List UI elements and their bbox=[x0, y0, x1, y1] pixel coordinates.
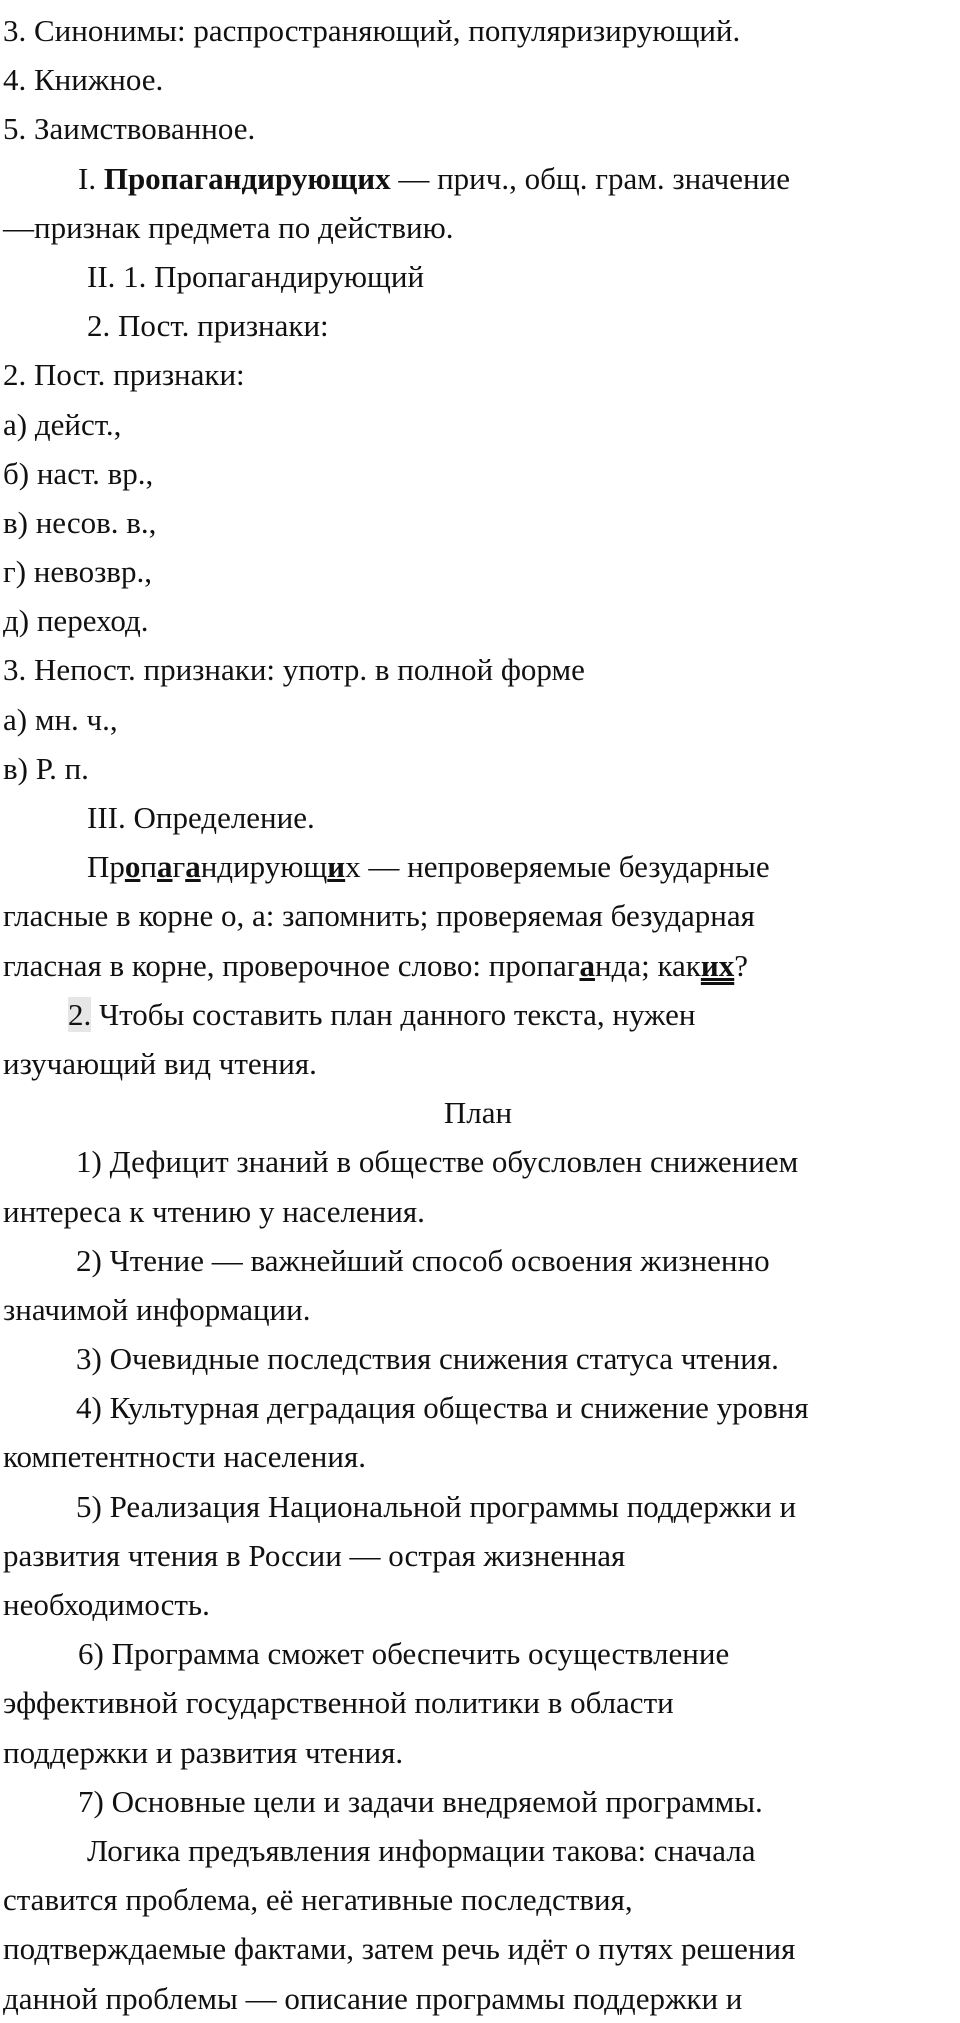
paragraph-start: Логика предъявления информации такова: сначала bbox=[87, 1832, 756, 1868]
roman-numeral: I. bbox=[78, 160, 104, 196]
text-line: 3. Непост. признаки: употр. в полной форме bbox=[3, 652, 585, 688]
text-line: ставится проблема, её негативные последствия, bbox=[3, 1882, 633, 1918]
spelling-analysis-line bbox=[3, 842, 953, 891]
text-fragment: гласная в корне, проверочное слово: пропаг bbox=[3, 947, 580, 983]
text-line: интереса к чтению у населения. bbox=[3, 1193, 425, 1229]
text-line: развития чтения в России — острая жизненная bbox=[3, 1537, 626, 1573]
task-number-highlight: 2. bbox=[68, 996, 92, 1032]
text-line: г) невозвр., bbox=[3, 554, 152, 590]
text-line: поддержки и развития чтения. bbox=[3, 1734, 404, 1770]
plan-item: 2) Чтение — важнейший способ освоения жизненно bbox=[76, 1242, 770, 1278]
text-fragment: ? bbox=[734, 947, 748, 983]
analysis-heading-2: II. 1. Пропагандирующий bbox=[87, 258, 425, 294]
plan-item: 7) Основные цели и задачи внедряемой программы. bbox=[78, 1783, 763, 1819]
plan-title: План bbox=[443, 1095, 513, 1131]
text-line: а) дейст., bbox=[3, 406, 122, 442]
text-line: эффективной государственной политики в области bbox=[3, 1685, 674, 1721]
text-line: д) переход. bbox=[3, 603, 149, 639]
text-line: значимой информации. bbox=[3, 1291, 311, 1327]
text-line: б) наст. вр., bbox=[3, 455, 154, 491]
plan-item: 1) Дефицит знаний в обществе обусловлен снижением bbox=[76, 1144, 799, 1180]
double-underlined-ending: их bbox=[700, 947, 735, 983]
document-page bbox=[3, 6, 953, 2023]
underlined-vowel: и bbox=[327, 849, 346, 885]
text-line: данной проблемы — описание программы поддержки и bbox=[3, 1980, 743, 2016]
text-fragment: ндирующ bbox=[200, 849, 328, 885]
underlined-vowel: а bbox=[579, 947, 595, 983]
text-line: в) несов. в., bbox=[3, 504, 157, 540]
text-line: необходимость. bbox=[3, 1587, 210, 1622]
underlined-vowel: а bbox=[185, 849, 201, 885]
analysis-heading-1 bbox=[3, 154, 953, 203]
plan-item: 4) Культурная деградация общества и снижение уровня bbox=[76, 1390, 809, 1426]
text-fragment: г bbox=[172, 849, 186, 885]
underlined-vowel: а bbox=[156, 849, 173, 885]
text-fragment: Пр bbox=[87, 849, 125, 885]
text-fragment: Чтобы составить план данного текста, нужен bbox=[91, 996, 696, 1032]
task-2-line bbox=[3, 990, 953, 1039]
text-line: а) мн. ч., bbox=[3, 701, 118, 737]
text-line: гласные в корне о, а: запомнить; проверяемая безударная bbox=[3, 898, 755, 934]
text-line: изучающий вид чтения. bbox=[3, 1045, 317, 1081]
bold-word: Пропагандирующих bbox=[103, 160, 391, 196]
text-fragment: — прич., общ. грам. значение bbox=[390, 160, 790, 196]
text-line: 3. Синонимы: распространяющий, популяризирующий. bbox=[3, 13, 741, 48]
analysis-heading-3: III. Определение. bbox=[87, 800, 315, 835]
plan-item: 5) Реализация Национальной программы поддержки и bbox=[76, 1488, 797, 1524]
text-line: 5. Заимствованное. bbox=[3, 111, 256, 147]
text-line: подтверждаемые фактами, затем речь идёт о путях решения bbox=[3, 1931, 796, 1967]
text-line: в) Р. п. bbox=[3, 750, 89, 786]
text-fragment: п bbox=[140, 849, 157, 885]
plan-item: 6) Программа сможет обеспечить осуществление bbox=[78, 1636, 730, 1672]
underlined-vowel: о bbox=[124, 849, 141, 885]
text-fragment: х — непроверяемые безударные bbox=[345, 849, 770, 885]
text-line: 2. Пост. признаки: bbox=[87, 308, 329, 344]
spelling-analysis-line bbox=[3, 941, 953, 990]
text-line: 4. Книжное. bbox=[3, 62, 164, 98]
text-fragment: нда; как bbox=[594, 947, 701, 983]
text-line: компетентности населения. bbox=[3, 1439, 366, 1475]
text-line: 2. Пост. признаки: bbox=[3, 357, 245, 393]
text-line: —признак предмета по действию. bbox=[3, 209, 454, 245]
plan-item: 3) Очевидные последствия снижения статуса чтения. bbox=[76, 1341, 779, 1377]
